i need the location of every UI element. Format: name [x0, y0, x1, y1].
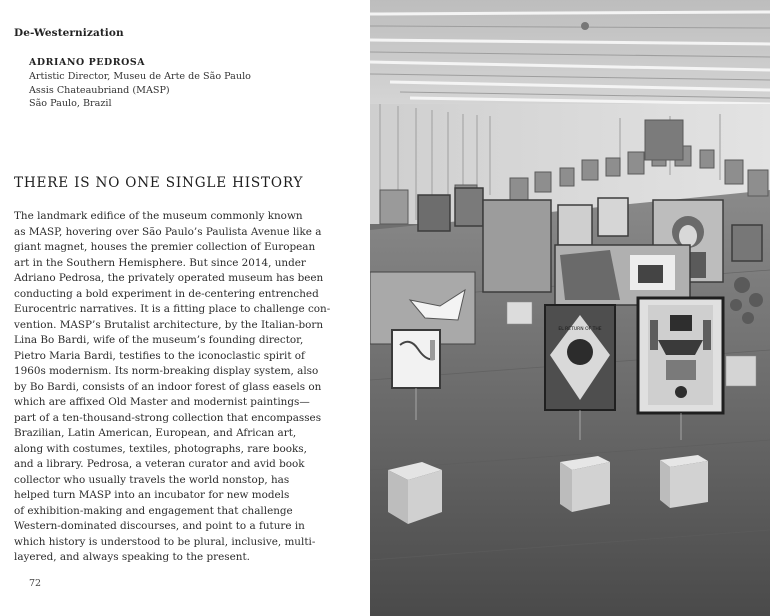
body-line: conducting a bold experiment in de-centering entrenched	[14, 287, 319, 300]
body-line: Adriano Pedrosa, the privately operated museum has been	[14, 272, 324, 284]
body-line: as MASP, hovering over São Paulo’s Paulista Avenue like a	[14, 225, 322, 238]
body-line: Brazilian, Latin American, European, and African art,	[14, 427, 297, 439]
body-line: along with costumes, textiles, photographs, rare books,	[14, 442, 307, 455]
body-line: vention. MASP’s Brutalist architecture, by the Italian-born	[14, 318, 324, 331]
body-line: Pietro Maria Bardi, testifies to the iconoclastic spirit of	[14, 349, 305, 362]
author-location: São Paulo, Brazil	[29, 98, 112, 110]
body-line: by Bo Bardi, consists of an indoor forest of glass easels on	[14, 380, 322, 393]
body-line: art in the Southern Hemisphere. But since 2014, under	[14, 256, 306, 269]
body-line: 1960s modernism. Its norm-breaking display system, also	[14, 365, 319, 377]
body-line: Lina Bo Bardi, wife of the museum’s founding director,	[14, 334, 304, 346]
emblem-caption: EL RETURN OF THE	[558, 327, 602, 332]
section-label: De-Westernization	[14, 27, 124, 39]
author-title-line-2: Assis Chateaubriand (MASP)	[29, 84, 170, 96]
author-name: ADRIANO PEDROSA	[29, 57, 146, 68]
body-line: part of a ten-thousand-strong collection that encompasses	[14, 411, 322, 424]
body-text	[14, 209, 334, 566]
body-line: giant magnet, houses the premier collection of European	[14, 241, 316, 253]
body-line: and a library. Pedrosa, a veteran curator and avid book	[14, 458, 305, 470]
author-title-line-1: Artistic Director, Museu de Arte de São Paulo	[29, 70, 251, 82]
body-line: layered, and always speaking to the present.	[14, 551, 250, 563]
body-line: Western-dominated discourses, and point to a future in	[14, 520, 305, 532]
body-line: Eurocentric narratives. It is a fitting place to challenge con-	[14, 303, 331, 315]
body-line: The landmark edifice of the museum commonly known	[14, 210, 303, 222]
body-line: of exhibition-making and engagement that challenge	[14, 504, 293, 517]
body-line: which history is understood to be plural, inclusive, multi-	[14, 535, 316, 548]
page-number: 72	[29, 578, 42, 589]
gallery-photo	[370, 0, 770, 616]
article-heading: THERE IS NO ONE SINGLE HISTORY	[14, 175, 304, 191]
body-line: collector who usually travels the world nonstop, has	[14, 473, 290, 486]
body-line: which are affixed Old Master and modernist paintings—	[14, 396, 310, 408]
author-block	[29, 56, 251, 111]
body-line: helped turn MASP into an incubator for new models	[14, 489, 290, 501]
left-page	[0, 0, 370, 616]
